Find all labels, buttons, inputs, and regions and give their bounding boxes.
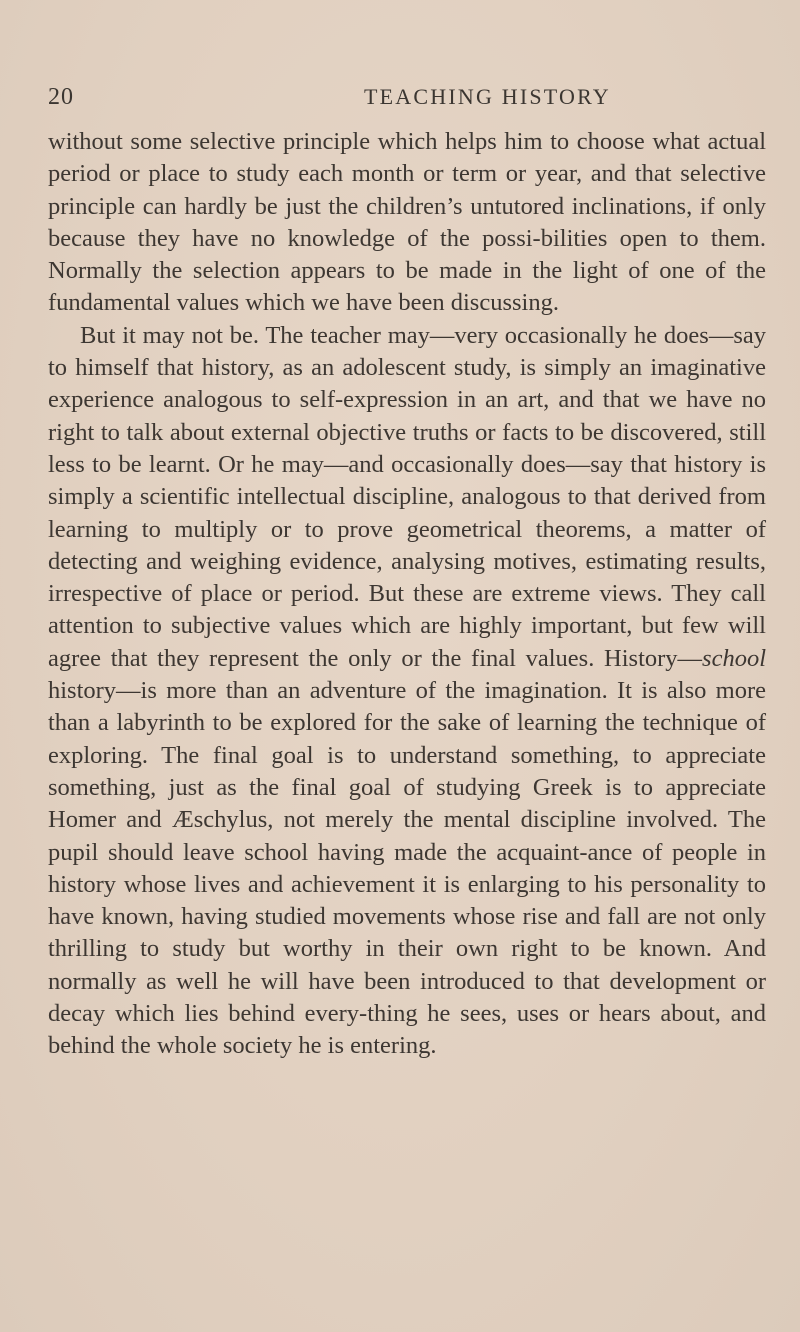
- page-header: [48, 84, 766, 114]
- body-text: [48, 126, 766, 1063]
- page-number: 20: [48, 84, 74, 110]
- paragraph-text: But it may not be. The teacher may—very occasionally he does—say to himself that history, as an adolescent study, is simply an imaginative experience analogous to self-expression in an art, and that we have no right to talk about external objective truths or facts to be discovered, still less to be learnt. Or he may—and occasionally does—say that history is simply a scientific intellectual discipline, analogous to that derived from learning to multiply or to prove geometrical theorems, a matter of detecting and weighing evidence, analysing motives, estimating results, irrespective of place or period. But these are extreme views. They call attention to subjective values which are highly important, but few will agree that they represent the only or the final values. History—: [48, 321, 766, 672]
- paragraph-text: without some selective principle which helps him to choose what actual period or place to study each month or term or year, and that selective principle can hardly be just the children’s untutored inclinations, if only because they have no knowledge of the possi-bilities open to them. Normally the selection appears to be made in the light of one of the fundamental values which we have been discussing.: [48, 128, 766, 317]
- paragraph-1: [48, 126, 766, 320]
- emphasis-school: school: [702, 644, 766, 672]
- paragraph-2: [48, 320, 766, 1063]
- paragraph-text: history—is more than an adventure of the imagination. It is also more than a labyrinth to be explored for the sake of learning the technique of exploring. The final goal is to understand something, to appreciate something, just as the final goal of studying Greek is to appreciate Homer and Æschylus, not merely the mental discipline involved. The pupil should leave school having made the acquaint-ance of people in history whose lives and achievement it is enlarging to his personality to have known, having studied movements whose rise and fall are not only thrilling to study but worthy in their own right to be known. And normally as well he will have been introduced to that development or decay which lies behind every-thing he sees, uses or hears about, and behind the whole society he is entering.: [48, 677, 766, 1060]
- running-title: TEACHING HISTORY: [364, 84, 611, 109]
